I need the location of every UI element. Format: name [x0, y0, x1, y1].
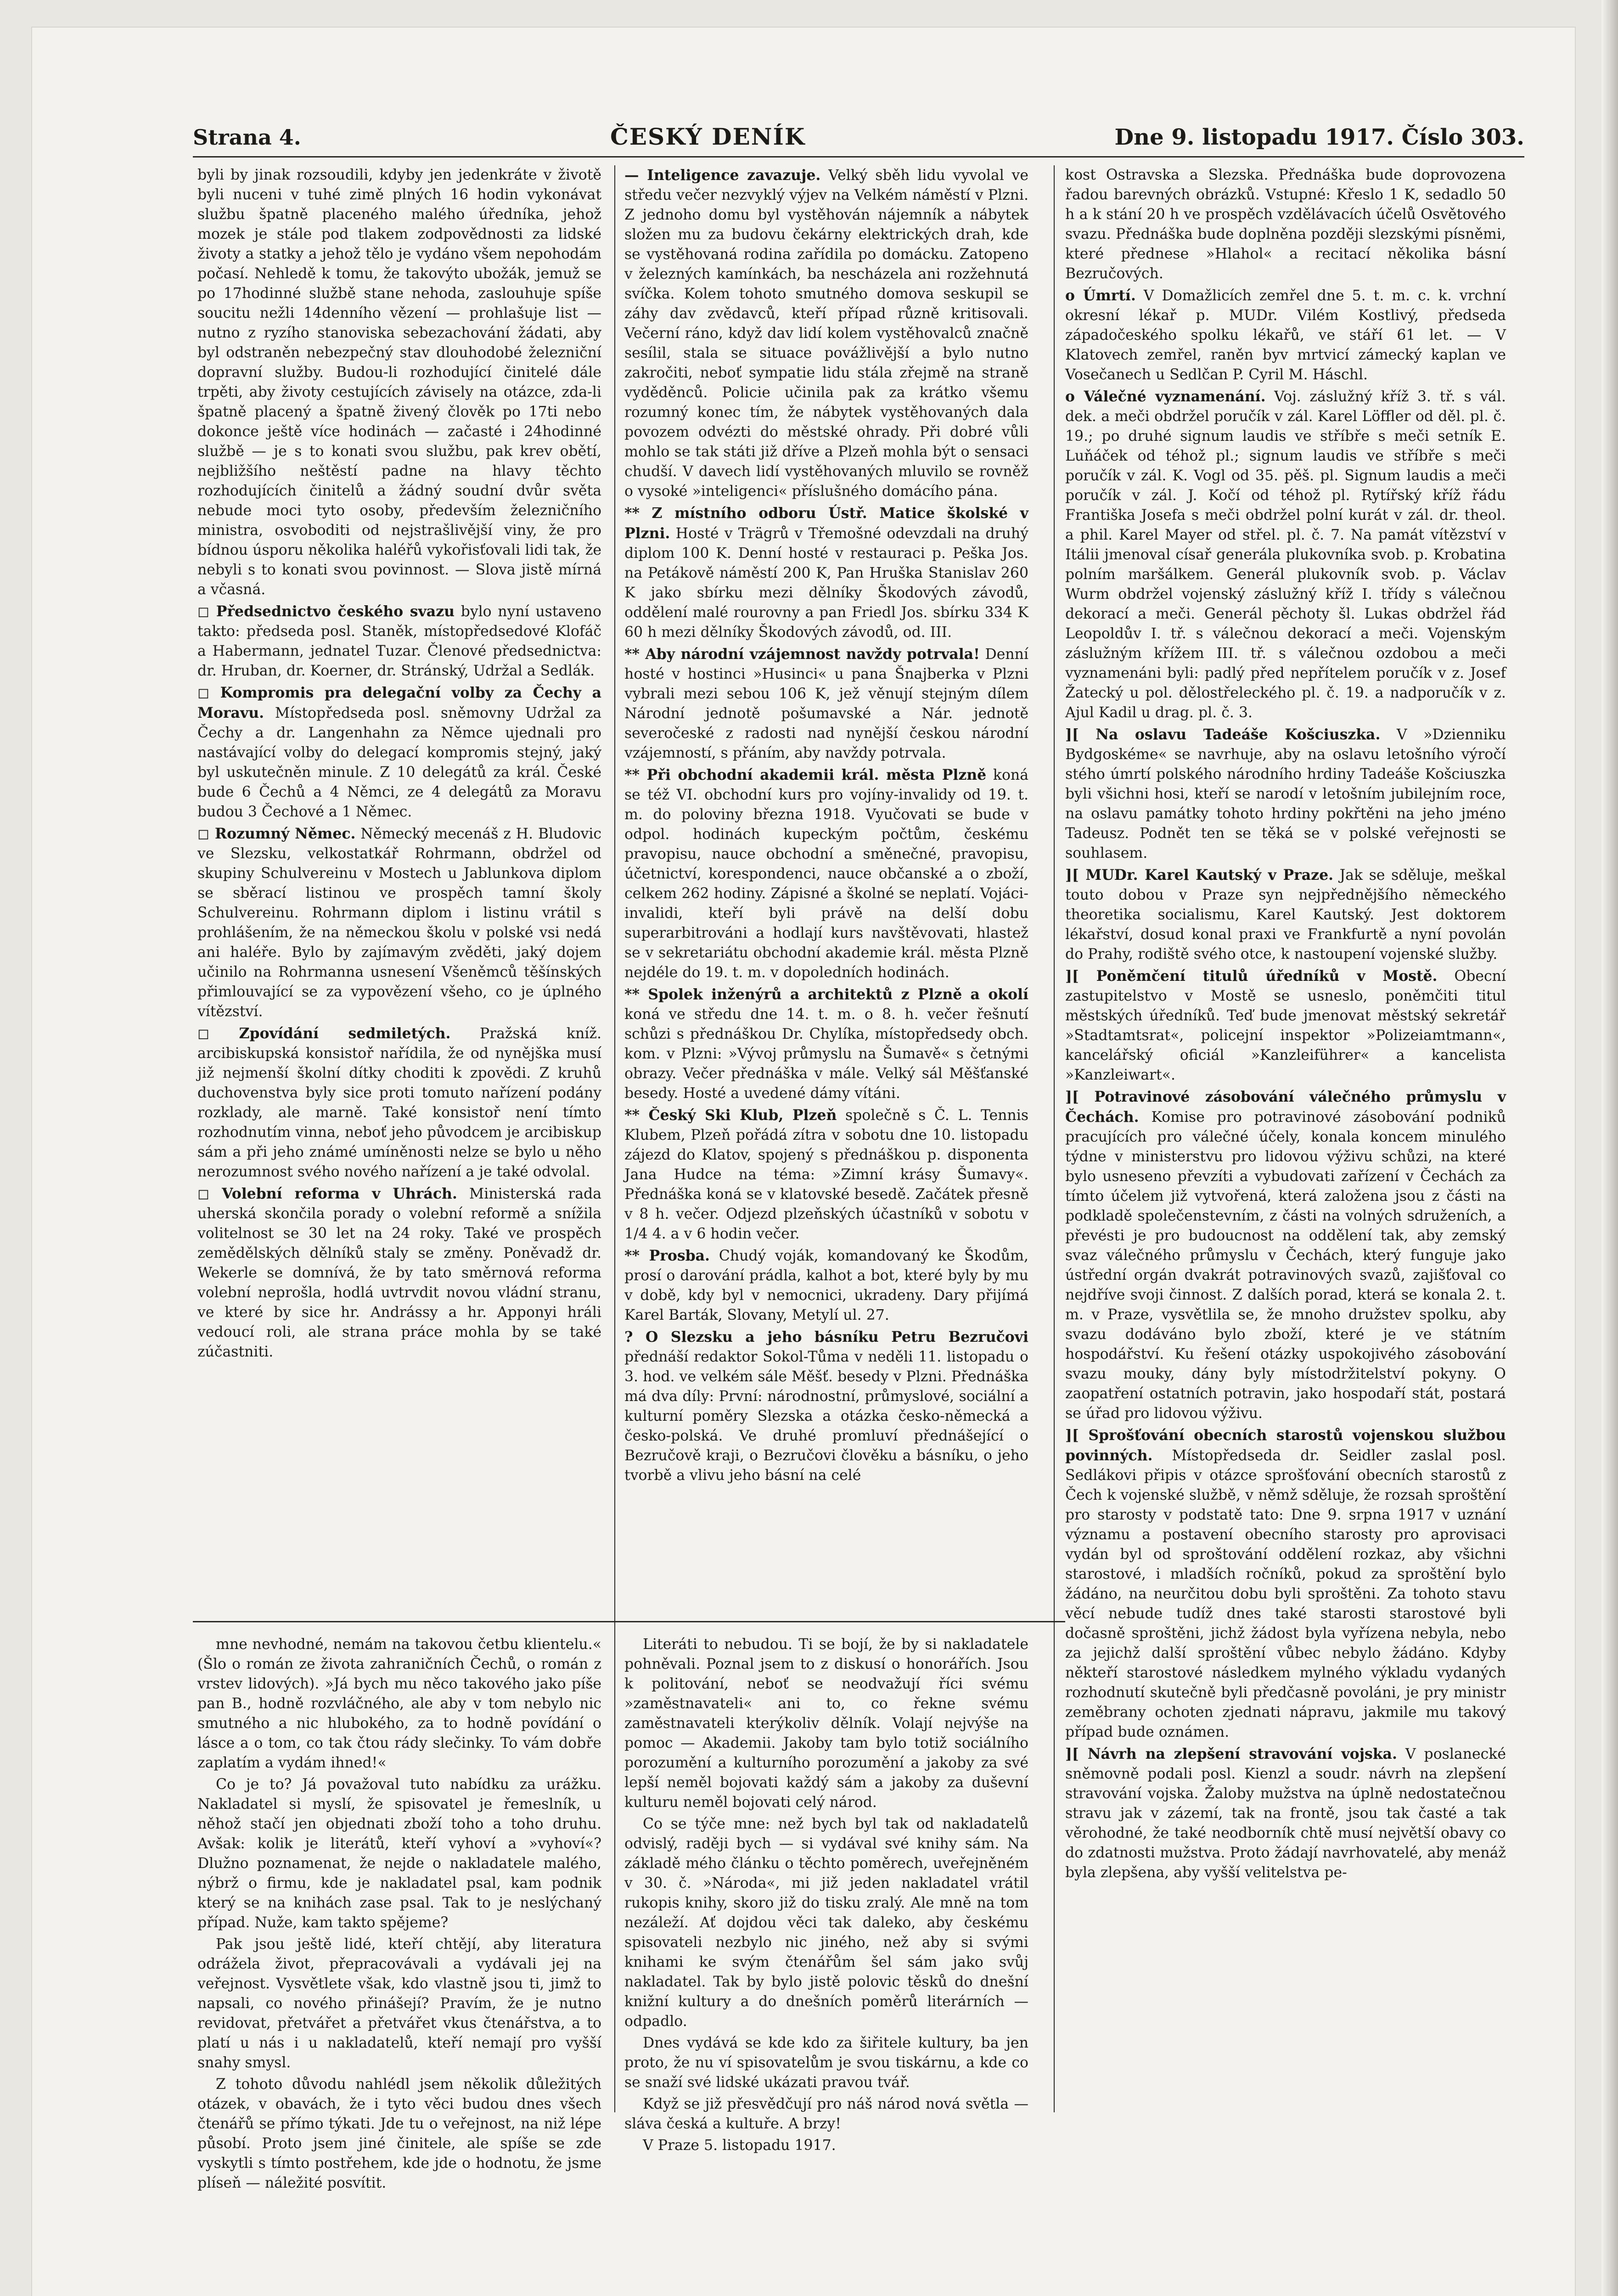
- article-paragraph: [197, 602, 601, 681]
- column-2: [624, 165, 1029, 2154]
- article-paragraph: [1065, 725, 1506, 863]
- article-paragraph: [624, 765, 1028, 983]
- page-edge: [1601, 0, 1618, 2296]
- article-headline: ** Z místního odboru Ústř. Matice školské v Plzni.: [624, 505, 1028, 542]
- article-paragraph: [197, 2075, 601, 2193]
- article-text: V Domažlicích zemřel dne 5. t. m. c. k. vrchní okresní lékař p. MUDr. Vilém Kostlivý, předseda západočeského spolku lékařů, ve stáří 61 let. — V Klatovech zemřel, raněn byv mrtvicí zámecký kaplan ve Vosečanech u Sedlčan P. Cyril M. Háschl.: [1065, 287, 1506, 383]
- article-paragraph: [624, 2094, 1028, 2134]
- article-text: Chudý voják, komandovaný ke Škodům, prosí o darování prádla, kalhot a bot, které byly by mu v době, kdy byl v nemocnici, ukradeny. Dary přijímá Karel Barták, Slovany, Metylí ul. 27.: [624, 1248, 1028, 1323]
- article-text: V poslanecké sněmovně podali posl. Kienzl a soudr. návrh na zlepšení stravování vojska. Žaloby mužstva na úplně nedostatečnou stravu jak v zázemí, tak na frontě, jsou tak časté a tak věrohodné, že také neodborník chtě musí největší obavy co do zdatnosti mužstva. Proto žádají navrhovatelé, aby menáž byla zlepšena, aby vyšší velitelstva pe-: [1065, 1746, 1506, 1881]
- column-3-news: [1065, 165, 1506, 2112]
- article-paragraph: [624, 1246, 1028, 1325]
- article-paragraph: [1065, 1425, 1506, 1742]
- article-paragraph: [624, 644, 1028, 763]
- article-text: Z tohoto důvodu nahlédl jsem několik důležitých otázek, v obavách, že i tyto věci budou dnes všech čtenářů se přímo týkati. Jde tu o veřejnost, na niž lépe působí. Proto jsem jiné činitele, ale spíše se zde vyskytli s tímto postřehem, kde jde o hodnotu, že jsme plíseň — náležité posvítit.: [197, 2076, 601, 2191]
- article-headline: o Válečné vyznamenání.: [1065, 388, 1266, 405]
- article-headline: ** Spolek inženýrů a architektů z Plzně a okolí: [624, 986, 1028, 1003]
- article-paragraph: [624, 1327, 1028, 1486]
- article-text: Pražská kníž. arcibiskupská konsistoř nařídila, že od nynějška musí již nejmenší školní dítky choditi k zpovědi. Z kruhů duchovenstva byly sice proti tomuto nařízení podány rozklady, ale marně. Také konsistoř není tímto rozhodnutím vinna, neboť jeho původcem je arcibiskup sám a při jeho známé umíněnosti nelze se bylo u něho nerozumnost svého nového nařízení a je také odvolal.: [197, 1025, 601, 1180]
- article-headline: ][ Potravinové zásobování válečného průmyslu v Čechách.: [1065, 1088, 1506, 1125]
- article-paragraph: [624, 1105, 1028, 1244]
- article-text: Německý mecenáš z H. Bludovic ve Slezsku, velkostatkář Rohrmann, obdržel od skupiny Schulvereinu v Mostech u Jablunkova diplom se sběrací listinou ve prospěch tamní školy Schulvereinu. Rohrmann diplom i listinu vrátil s prohlášením, že na německou školu v polské vsi nedá ani haléře. Bylo by zajímavým zvěděti, jaký dojem učinilo na Rohrmanna usnesení Všeněmců těšínských přimlouvající se za vypovězení všeho, co je úplného vítězství.: [197, 826, 601, 1020]
- article-headline: ][ Na oslavu Tadeáše Košciuszka.: [1065, 726, 1381, 743]
- article-paragraph: [197, 1184, 601, 1362]
- article-text: koná ve středu dne 14. t. m. o 8. h. večer řešnutí schůzi s přednáškou Dr. Chylíka, místopředsedy obch. kom. v Plzni: »Vývoj průmyslu na Šumavě« s četnými obrazy. Večer přednáška v mále. Velký sál Měšťanské besedy. Hosté a uvedené dámy vítáni.: [624, 1006, 1028, 1102]
- article-paragraph: [624, 985, 1028, 1103]
- page-header: [193, 123, 1524, 155]
- newspaper-title: ČESKÝ DENÍK: [610, 123, 806, 150]
- article-paragraph: [197, 1935, 601, 2073]
- header-rule: [193, 156, 1524, 158]
- column-2-news: [624, 165, 1028, 1607]
- article-paragraph: [1065, 1087, 1506, 1424]
- article-text: Místopředseda posl. sněmovny Udržal za Čechy a dr. Langenhahn za Němce ujednali pro nastávající volby do delegací kompromis stejný, jaký byl uskutečněn minule. Z 10 delegátů za král. České bude 6 Čechů a 4 Němci, ze 4 delegátů za Moravu budou 3 Čechové a 1 Němec.: [197, 705, 601, 820]
- article-text: Pak jsou ještě lidé, kteří chtějí, aby literatura odrážela život, přepracovávali a vydávali jej na veřejnost. Vysvětlete však, kdo vlastně jsou ti, jimž to napsali, co nového přinášejí? Pravím, že je nutno revidovat, přetvářet a přetvářet vkus čtenářstva, a to platí u nás i u nakladatelů, kteří nemají pro vyšší snahy smysl.: [197, 1936, 601, 2071]
- article-headline: ** Český Ski Klub, Plzeň: [624, 1107, 837, 1124]
- article-paragraph: [197, 824, 601, 1022]
- article-headline: ][ Poněmčení titulů úředníků v Mostě.: [1065, 968, 1438, 985]
- article-text: Literáti to nebudou. Ti se bojí, že by si nakladatele pohněvali. Poznal jsem to z diskusí o honorářích. Jsou k politování, neboť se neodvažují říci svému »zaměstnavateli« ani to, co řekne svému zaměstnavateli kterýkoliv dělník. Volají nejvýše na pomoc — Akademii. Jakoby tam bylo totiž sociálního porozumění a kulturního porozumění a jakoby za své lepší neměl bojovati každý sám a jakoby za duševní kulturu neměl bojovati celý národ.: [624, 1636, 1028, 1811]
- article-paragraph: [624, 165, 1028, 501]
- article-paragraph: [197, 1775, 601, 1933]
- article-text: Voj. záslužný kříž 3. tř. s vál. dek. a meči obdržel poručík v zál. Karel Löffler od děl. pl. č. 19.; po druhé signum laudis ve stříbře s meči setník E. Luňáček od téhož pl.; signum laudis ve stříbře s meči poručík v zál. K. Vogl od 35. pěš. pl. Signum laudis a meči poručík v zál. J. Kočí od téhož pl. Rytířský kříž řádu Františka Josefa s meči obdržel polní kurát v zál. dr. theol. a phil. Karel Mayer od střel. pl. č. 7. Na památ vítězství v Itálii jmenoval císař generála plukovníka svob. p. Krobatina polním maršálkem. Generál plukovník svob. p. Václav Wurm obdržel vojenský záslužný kříž I. třídy s válečnou dekorací a meči. Generál pěchoty šl. Lukas obdržel řád Leopoldův I. tř. s válečnou dekorací a meči. Vojenským záslužným křížem III. tř. s válečnou ozdobou a meči vyznamenáni byli: padlý před nepřítelem poručík v z. Josef Žatecký u pol. dělostřeleckého pl. č. 19. a nadporučík v z. Ajul Kadil u drag. pl. č. 3.: [1065, 388, 1506, 721]
- article-text: Komise pro potravinové zásobování podniků pracujících pro válečné účely, konala koncem minulého týdne v ministerstvu pro lidovou výživu schůzi, na které bylo usneseno převzíti a vybudovati zařízení v Čechách za tímto účelem již vytvořená, která založena jsou z části na podkladě společenstevním, z části na volných sdruženích, a převésti je pro budoucnost na oddělení tak, aby zemský svaz válečného průmyslu v Čechách, který funguje jako ústřední orgán dvakrát potravinových svazů, zajišťoval co nejdříve svoji činnost. Z dalších porad, která se konala 2. t. m. v Praze, vysvětlila se, že mnoho družstev spolku, aby svazu dodáváno bylo zboží, které je ve státním hospodářství. Ku řešení otázky uspokojivého zásobování svazu mouky, dány byly místodržitelství pokyny. O zaopatření ostatních potravin, jako hospodaří stát, postará se úřad pro lidovou výživu.: [1065, 1109, 1506, 1422]
- article-headline: ? O Slezsku a jeho básníku Petru Bezručovi: [624, 1328, 1028, 1345]
- article-headline: ◻ Předsednictvo českého svazu: [197, 603, 455, 620]
- article-paragraph: [1065, 286, 1506, 385]
- column-divider: [614, 165, 615, 2112]
- column-1-news: [197, 165, 601, 1607]
- article-text: Co je to? Já považoval tuto nabídku za urážku. Nakladatel si myslí, že spisovatel je řemeslník, u něhož stačí jen objednati zboží toho a toho druhu. Avšak: kolik je literátů, kteří vyhoví a »vyhoví«? Dlužno poznamenat, že nejde o nakladatele malého, nýbrž o firmu, kde je nakladatel psal, kam podnik který se na knihách zase psal. Tak to je neslýchaný případ. Nuže, kam takto spějeme?: [197, 1776, 601, 1931]
- article-text: přednáší redaktor Sokol-Tůma v neděli 11. listopadu o 3. hod. ve velkém sále Měšť. besedy v Plzni. Přednáška má dva díly: První: národnostní, průmyslové, sociální a kulturní poměry Slezska a otázka česko-německá a česko-polská. Ve druhé promluví přednášející o Bezručově kraji, o Bezručovi člověku a básníku, o jeho tvorbě a vlivu jeho básní na celé: [624, 1349, 1028, 1484]
- article-headline: — Inteligence zavazuje.: [624, 167, 821, 184]
- article-text: Dnes vydává se kde kdo za šiřitele kultury, ba jen proto, že nu ví spisovatelům je svou tiskárnu, a kde co se snaží své lidské ukázati pravou tvář.: [624, 2035, 1028, 2091]
- article-paragraph: [624, 2033, 1028, 2093]
- article-paragraph: [197, 165, 601, 600]
- article-paragraph: [1065, 165, 1506, 284]
- article-headline: ◻ Kompromis pra delegační volby za Čechy a Moravu.: [197, 684, 601, 721]
- article-text: byli by jinak rozsoudili, kdyby jen jedenkráte v životě byli nuceni v tuhé zimě plných 16 hodin vykonávat službu špatně placeného malého úředníka, jehož mozek je stále pod tlakem zodpovědnosti za lidské životy a statky a jehož tělo je vydáno všem nepohodám počasí. Nehledě k tomu, že takovýto ubožák, jemuž se po 17hodinné službě stane nehoda, zaslouhuje spíše soucitu nežli 14denního vězení — prohlašuje list — nutno z ryzího stanoviska sebezachování žádati, aby byl odstraněn nebezpečný stav dlouhodobé železniční dopravní služby. Budou-li rozhodující činitelé dále trpěti, aby životy cestujících závisely na otázce, zda-li špatně placený a špatně živený člověk po 17ti nebo dokonce ještě více hodinách — začasté i 24hodinné službě — je s to konati svou službu, pak krev obětí, nejbližšího neštěstí padne na hlavy těchto rozhodujících činitelů a žádný soudní dvůr světa nebude moci tyto osoby, především železničního ministra, osvoboditi od nejstrašlivější viny, že pro bídnou úsporu několika haléřů vykořisťovali lidi tak, že nebyli s to konati svou povinnost. — Slova jistě mírná a včasná.: [197, 167, 601, 598]
- article-headline: ][ Návrh na zlepšení stravování vojska.: [1065, 1745, 1397, 1762]
- article-paragraph: [1065, 966, 1506, 1085]
- article-paragraph: [1065, 387, 1506, 723]
- article-text: Denní hosté v hostinci »Husinci« u pana Šnajberka v Plzni vybrali mezi sebou 106 K, jež věnují stejným dílem Národní jednotě pošumavské a Nár. jednotě severočeské z radosti nad nynější českou národní vzájemností, s přáním, aby navždy potrvala.: [624, 646, 1029, 761]
- article-paragraph: [1065, 865, 1506, 964]
- article-text: mne nevhodné, nemám na takovou četbu klientelu.« (Šlo o román ze života zahraničních Čechů, o román z vrstev lidových). »Já bych mu něco takového jako píše pan B., hodně rozvláčného, ale aby v tom nebylo nic smutného a nic hlubokého, za to hodně povídání o lásce a o tom, co tak čtou rády slečinky. To vám dobře zaplatím a vydám ihned!«: [197, 1636, 601, 1771]
- article-text: kost Ostravska a Slezska. Přednáška bude doprovozena řadou barevných obrázků. Vstupné: Křeslo 1 K, sedadlo 50 h a k stání 20 h ve prospěch vzdělávacích účelů Osvětového svazu. Přednáška bude doplněna později slezskými písněmi, které přednese »Hlahol« a recitací několika básní Bezručových.: [1065, 167, 1506, 282]
- article-text: Když se již přesvědčují pro náš národ nová světla — sláva česká a kultuře. A brzy!: [624, 2096, 1028, 2132]
- column-3: [1065, 165, 1506, 2112]
- article-text: V Praze 5. listopadu 1917.: [643, 2137, 836, 2154]
- article-paragraph: [624, 1814, 1028, 2032]
- article-paragraph: [197, 1024, 601, 1182]
- article-headline: ** Při obchodní akademii král. města Plzně: [624, 766, 987, 783]
- article-headline: ** Aby národní vzájemnost navždy potrvala!: [624, 646, 980, 663]
- article-text: V »Dzienniku Bydgoskéme« se navrhuje, aby na oslavu letošního výročí stého úmrtí polského národního hrdiny Tadeáše Košciuszka byli všichni hosi, kteří se narodí v letošním jubilejním roce, na oslavu památky tohoto hrdiny pokřtěni na jeho jméno Tadeusz. Podnět ten se těká se v polské veřejnosti se souhlasem.: [1065, 726, 1506, 861]
- article-headline: ◻ Volební reforma v Uhrách.: [197, 1185, 457, 1202]
- article-text: Co se týče mne: než bych byl tak od nakladatelů odvislý, raději bych — si vydával své knihy sám. Na základě mého článku o těchto poměrech, uveřejněném v 30. č. »Národa«, mi již jeden nakladatel vrátil rukopis knihy, skoro již do tisku zralý. Ale mně na tom nezáleží. Ať dojdou věci tak daleko, aby českému spisovateli nezbylo nic jiného, než aby si svými knihami ke svým čtenářům šel sám jako svůj nakladatel. Tak by bylo jistě polovic těsků do dnešní knižní kultury a do dnešních poměrů literárních — odpadlo.: [624, 1816, 1028, 2030]
- article-paragraph: [197, 1635, 601, 1773]
- article-headline: ◻ Zpovídání sedmiletých.: [197, 1025, 451, 1042]
- column-divider: [1054, 165, 1055, 2112]
- article-text: bylo nyní ustaveno takto: předseda posl. Staněk, místopředsedové Klofáč a Habermann, jednatel Tuzar. Členové předsednictva: dr. Hruban, dr. Koerner, dr. Stránský, Udržal a Sedlák.: [197, 603, 601, 679]
- article-paragraph: [624, 1635, 1028, 1812]
- article-headline: o Úmrtí.: [1065, 287, 1136, 304]
- article-text: společně s Č. L. Tennis Klubem, Plzeň pořádá zítra v sobotu dne 10. listopadu zájezd do Klatov, spojený s přednáškou p. disponenta Jana Hudce na téma: »Zimní krásy Šumavy«. Přednáška koná se v klatovské besedě. Začátek přesně v 8 h. večer. Odjezd plzeňských účastníků v sobotu v 1/4 4. a v 6 hodin večer.: [624, 1107, 1028, 1242]
- column-1-feuilleton: [197, 1635, 601, 2191]
- article-headline: ][ MUDr. Karel Kautský v Praze.: [1065, 867, 1334, 884]
- issue-date: Dne 9. listopadu 1917. Číslo 303.: [1114, 124, 1524, 150]
- page-number: Strana 4.: [193, 125, 301, 150]
- article-paragraph: [1065, 1744, 1506, 1883]
- article-headline: ** Prosba.: [624, 1247, 710, 1264]
- article-text: Ministerská rada uherská skončila porady o volební reformě a snížila volitelnost se 30 let na 24 roky. Také ve prospěch zemědělských dělníků staly se změny. Poněvadž dr. Wekerle se domnívá, že by tato směrnová reforma volební neprošla, hodlá uvtrvdit novou vládní stranu, ve které by sice hr. Andrássy a hr. Apponyi hráli vedoucí roli, ale strana práce mohla by se také zúčastniti.: [197, 1186, 601, 1360]
- article-paragraph: [197, 683, 601, 822]
- column-1: [197, 165, 601, 2191]
- article-paragraph: [624, 503, 1028, 642]
- article-text: Velký sběh lidu vyvolal ve středu večer nezvyklý výjev na Velkém náměstí v Plzni. Z jednoho domu byl vystěhován nájemník a nábytek složen mu za budovu čekárny elektrických drah, kde se vystěhovaná rodina zařídila po domácku. Zatopeno v železných kamínkách, ba nescházela ani rozžehnutá svíčka. Kolem tohoto smutného domova seskupil se záhy dav zvědavců, kteří případ různě kritisovali. Večerní ráno, když dav lidí kolem vystěhovalců značně sesílil, stala se situace povážlivější a bylo nutno zakročiti, neboť sympatie lidu stála zřejmě na straně vyděděnců. Policie učinila pak za krátko všemu rozumný konec tím, že nábytek vystěhovaných dala povozem odvézti do městské ohrady. Při dobré vůli mohlo se tak státi již dříve a Plzeň mohla být o sensaci chudší. V davech lidí vystěhovaných mluvilo se rovněž o vysoké »inteligenci« příslušného domácího pána.: [624, 167, 1028, 500]
- article-headline: ][ Sprošťování obecních starostů vojenskou službou povinných.: [1065, 1427, 1506, 1464]
- column-2-feuilleton: [624, 1635, 1028, 2154]
- article-text: Jak se sděluje, meškal touto dobou v Praze syn nejpřednějšího německého theoretika socialismu, Karel Kautský. Jest doktorem lékařství, dosud konal praxi ve Frankfurtě a nyní povolán do Prahy, rodiště svého otce, k nastoupení vojenské služby.: [1065, 867, 1506, 962]
- article-headline: ◻ Rozumný Němec.: [197, 825, 356, 842]
- article-text: koná se též VI. obchodní kurs pro vojíny-invalidy od 19. t. m. do poloviny března 1918. Vyučovati se bude v odpol. hodinách kupeckým počtům, českému pravopisu, nauce obchodní a směnečné, pravopisu, účetnictví, korespondenci, nauce občanské a o zboží, celkem 262 hodiny. Zápisné a školné se neplatí. Vojáci-invalidi, kteří byli právě na delší dobu superarbitrováni a hodlají kurs navštěvovati, hlastež se v sekretariátu obchodní akademie král. města Plzně nejdéle do 19. t. m. v dopoledních hodinách.: [624, 767, 1029, 981]
- article-paragraph: [624, 2136, 1028, 2155]
- article-text: Obecní zastupitelstvo v Mostě se usneslo, poněmčiti titul městských úředníků. Teď bude jmenovat městský sekretář »Stadtamtsrat«, policejní inspektor »Polizeiamtmann«, kancelářský oficiál »Kanzleiführer« a kancelista »Kanzleiwart«.: [1065, 968, 1506, 1083]
- article-text: Hosté v Trägrů v Třemošné odevzdali na druhý diplom 100 K. Denní hosté v restauraci p. Peška Jos. na Petákově náměstí 200 K, Pan Hruška Stanislav 260 K jako sbírku mezi dělníky Škodových závodů, oddělení malé rourovny a pan Friedl Jos. sbírku 334 K 60 h mezi dělníky Škodových závodů, od. III.: [624, 525, 1028, 641]
- article-text: Místopředseda dr. Seidler zaslal posl. Sedlákovi připis v otázce sprošťování obecních starostů z Čech k vojenské službě, v němž sděluje, že rozsah sproštění pro starosty v podstatě tato: Dne 9. srpna 1917 v uznání významu a postavení obecního starosty pro aprovisaci vydán byl od sproštování oddělení rozkaz, aby všichni starostové, i mladších ročníků, pokud za sproštění bylo žádáno, na neurčitou dobu byli sproštěni. Za tohoto stavu věcí nebude tudíž dnes také starosti starostové byli dočasně sproštěni, jichž žádost byla vyřízena nebyla, nebo za jejichž další sproštění vůbec nebylo žádáno. Kdyby někteří starostové následkem mylného výkladu vydaných rozhodnutí skutečně byli předčasně povoláni, je pry ministr zeměbrany ochoten zjednati nápravu, jakmile mu takový případ bude oznámen.: [1065, 1447, 1506, 1740]
